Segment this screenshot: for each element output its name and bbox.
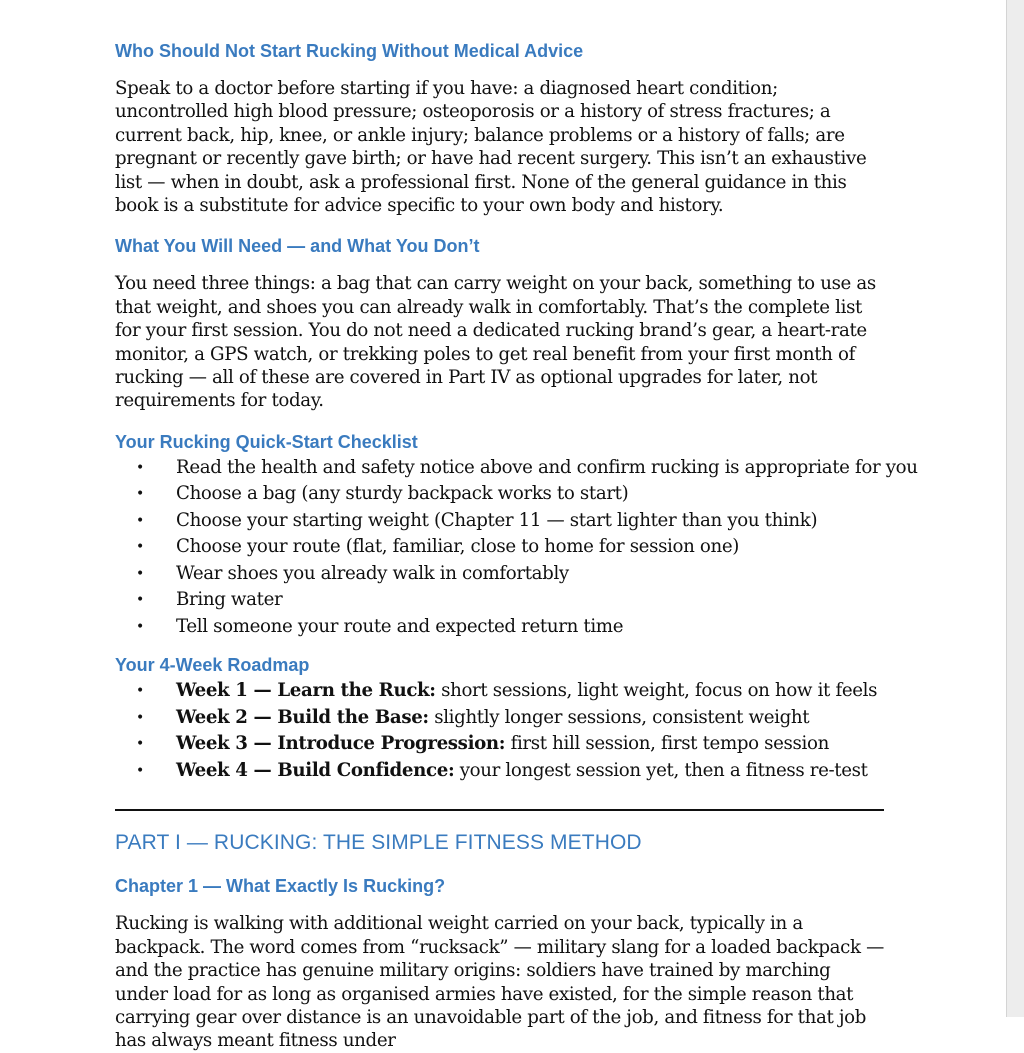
roadmap-item: [115, 758, 885, 785]
roadmap-list: [115, 678, 885, 784]
need-body: You need three things: a bag that can carry weight on your back, something to use as that weight, and shoes you can already walk in comfortably. That’s the complete list for your first session. You do not need a dedicated rucking brand’s gear, a heart-rate monitor, a GPS watch, or trekking poles to get real benefit from your first month of rucking — all of these are covered in Part IV as optional upgrades for later, not requirements for today.: [115, 273, 876, 412]
checklist-item-text: Read the health and safety notice above and confirm rucking is appropriate for you: [176, 456, 918, 478]
part-title: PART I — RUCKING: THE SIMPLE FITNESS METHOD: [115, 831, 642, 855]
roadmap-week-label: Week 2 — Build the Base:: [176, 706, 429, 728]
roadmap-item: [115, 705, 885, 732]
roadmap-week-text: short sessions, light weight, focus on how it feels: [435, 680, 878, 702]
checklist-item: [115, 561, 885, 588]
roadmap-item: [115, 731, 885, 758]
checklist-item: [115, 614, 885, 641]
roadmap-week-text: your longest session yet, then a fitness re-test: [454, 759, 868, 781]
bullet-icon: •: [136, 459, 144, 476]
roadmap-week-label: Week 1 — Learn the Ruck:: [176, 680, 436, 702]
page-content: [115, 38, 918, 1053]
need-heading: What You Will Need — and What You Don’t: [115, 236, 480, 257]
chapter-body: Rucking is walking with additional weight carried on your back, typically in a backpack. The word comes from “rucksack” — military slang for a loaded backpack — and the practice has genuine military origins: soldiers have trained by marching under load for as long as organised armies have existed, for the simple reason that carrying gear over distance is an unavoidable part of the job, and fitness for that job has always meant fitness under: [115, 913, 884, 1052]
checklist-item: [115, 587, 885, 614]
checklist-item: [115, 481, 885, 508]
chapter-heading: Chapter 1 — What Exactly Is Rucking?: [115, 876, 446, 897]
roadmap-week-label: Week 3 — Introduce Progression:: [176, 733, 506, 755]
checklist-list: [115, 455, 918, 641]
bullet-icon: •: [136, 709, 144, 726]
checklist-item-text: Tell someone your route and expected return time: [176, 615, 624, 637]
bullet-icon: •: [136, 736, 144, 753]
roadmap-week-label: Week 4 — Build Confidence:: [176, 759, 455, 781]
bullet-icon: •: [136, 762, 144, 779]
checklist-item-text: Choose your starting weight (Chapter 11 — start lighter than you think): [176, 509, 818, 531]
roadmap-heading: Your 4-Week Roadmap: [115, 655, 310, 676]
bullet-icon: •: [136, 683, 144, 700]
medical-heading: Who Should Not Start Rucking Without Medical Advice: [115, 41, 584, 61]
checklist-item-text: Wear shoes you already walk in comfortably: [176, 562, 569, 584]
bullet-icon: •: [136, 592, 144, 609]
bullet-icon: •: [136, 618, 144, 635]
roadmap-item: [115, 678, 885, 705]
section-divider: [115, 809, 884, 811]
checklist-item-text: Choose a bag (any sturdy backpack works to start): [176, 483, 629, 505]
page-margin-gutter: [1006, 0, 1024, 1017]
checklist-item-text: Choose your route (flat, familiar, close to home for session one): [176, 536, 740, 558]
checklist-item: [115, 534, 885, 561]
roadmap-week-text: first hill session, first tempo session: [505, 733, 829, 755]
checklist-item: [115, 455, 918, 482]
bullet-icon: •: [136, 539, 144, 556]
bullet-icon: •: [136, 512, 144, 529]
checklist-item: [115, 508, 885, 535]
bullet-icon: •: [136, 486, 144, 503]
medical-body: Speak to a doctor before starting if you have: a diagnosed heart condition; uncontrolled high blood pressure; osteoporosis or a history of stress fractures; a current back, hip, knee, or ankle injury; balance problems or a history of falls; are pregnant or recently gave birth; or have had recent surgery. This isn’t an exhaustive list — when in doubt, ask a professional first. None of the general guidance in this book is a substitute for advice specific to your own body and history.: [115, 78, 867, 217]
checklist-heading: Your Rucking Quick-Start Checklist: [115, 431, 418, 452]
roadmap-week-text: slightly longer sessions, consistent weight: [428, 706, 810, 728]
bullet-icon: •: [136, 565, 144, 582]
checklist-item-text: Bring water: [176, 589, 283, 611]
